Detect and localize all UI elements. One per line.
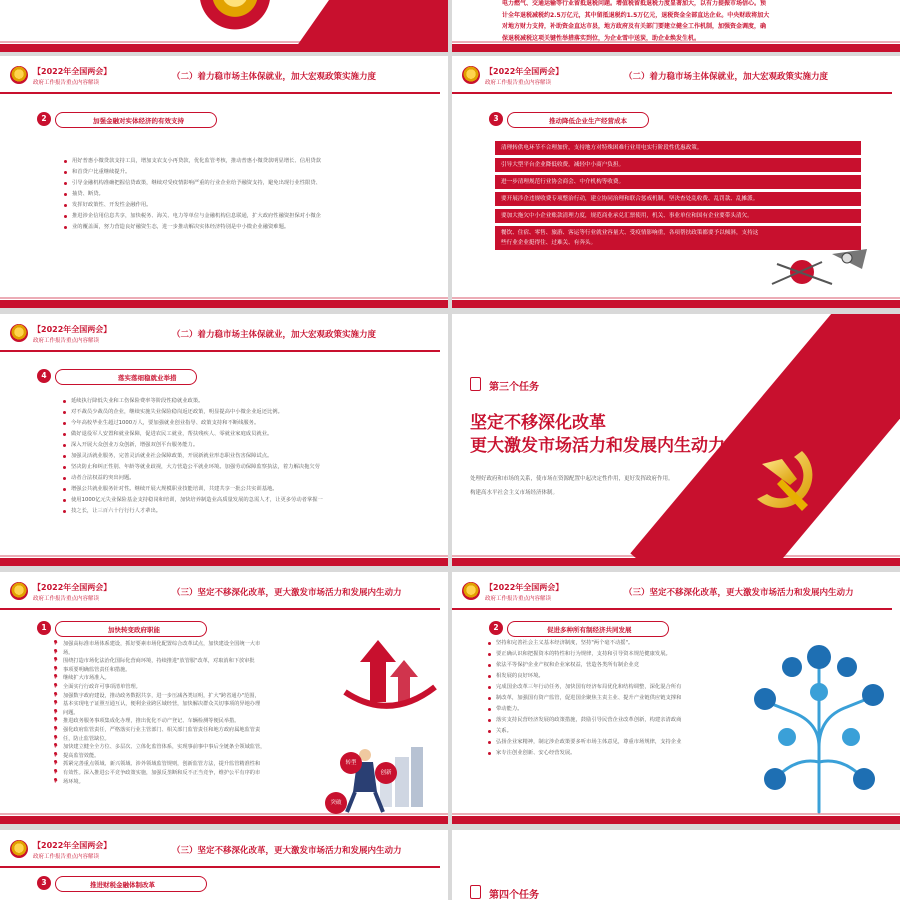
subtitle: 加强金融对实体经济的有效支持 bbox=[93, 117, 184, 125]
list-item: ✔ 加快建立健全全方位、多层次、立体化监管体系，实现事前事中事后全链条全领域监管， bbox=[54, 743, 319, 752]
tag-bubble bbox=[340, 752, 362, 774]
slide-header bbox=[0, 314, 448, 354]
checklist bbox=[54, 640, 319, 786]
list-item: 延续执行降低失业和工伤保险费率等阶段性稳就业政策。 bbox=[63, 396, 413, 407]
policy-bar: 清理转供电环节不合理加价，支持地方对特殊困难行业用电实行阶段性优惠政策。 bbox=[495, 141, 861, 155]
header-divider bbox=[0, 350, 440, 352]
slide-task-three-cover bbox=[452, 314, 900, 566]
policy-bar: 要加大拖欠中小企业账款清理力度，规范商业承兑汇票使用，机关、事业单位和国有企业要带头清欠。 bbox=[495, 209, 861, 223]
kicker-title: 第三个任务 bbox=[489, 382, 539, 393]
policy-bar: 要开展涉企违规收费专项整治行动，建立协同治理和联合惩戒机制，坚决查处乱收费、乱罚款、乱摊派。 bbox=[495, 192, 861, 206]
subtitle: 促进多种所有制经济共同发展 bbox=[547, 626, 632, 634]
slide-header bbox=[0, 56, 448, 96]
list-item: ✔ 场环境。 bbox=[54, 778, 319, 787]
list-item: 深入开展大众创业万众创新，增强双创平台服务能力。 bbox=[63, 440, 413, 451]
document-icon bbox=[470, 885, 481, 899]
header-divider bbox=[452, 92, 892, 94]
policy-bar: 引导大型平台企业降低收费，减轻中小商户负担。 bbox=[495, 158, 861, 172]
paragraph-line: 计全年退税减税约2.5万亿元，其中留抵退税约1.5万亿元，退税资金全部直达企业。中央财政将加大 bbox=[502, 11, 770, 19]
list-item: 完成国企改革三年行动任务，加快国有经济布局优化和结构调整，深化混合所有 bbox=[488, 682, 753, 693]
paragraph-line: 保退税减税这项关键性举措落实到位，为企业雪中送炭，助企业焕发生机。 bbox=[502, 34, 701, 42]
list-item: 相发展的良好环境。 bbox=[488, 671, 753, 682]
list-item: 使用1000亿元失业保险基金支持稳岗和培训，加快培养制造业高质量发展的急需人才，让更多劳动者掌握一 bbox=[63, 495, 413, 506]
slide-ownership-economy bbox=[452, 572, 900, 824]
list-item: 发挥好政策性、开发性金融作用。 bbox=[64, 200, 394, 211]
bar-line: 些行业企业挺得住、过难关、有奔头。 bbox=[501, 240, 597, 246]
list-item: 推进涉企信用信息共享，加快税务、海关、电力等单位与金融机构信息联通，扩大政府性融资担保对小微企 bbox=[64, 211, 394, 222]
national-emblem-icon bbox=[462, 66, 480, 84]
slide-header bbox=[452, 572, 900, 612]
header-divider bbox=[0, 608, 440, 610]
step-number-badge: 2 bbox=[489, 621, 503, 635]
slide-government-functions bbox=[0, 572, 448, 824]
party-emblem-icon bbox=[742, 439, 827, 524]
list-item: ✔ 强化政府监管责任，严格落实行业主管部门、相关部门监管责任和地方政府属地监管责 bbox=[54, 726, 319, 735]
paragraph-line: 电力燃气、交通运输等行业留抵退税问题。增值税留抵退税力度显著加大，以有力提振市场信心。预 bbox=[502, 0, 767, 7]
step-number-badge: 3 bbox=[489, 112, 503, 126]
slide-header bbox=[452, 56, 900, 96]
cover-title-line2: 更大激发市场活力和发展内生动力 bbox=[470, 436, 725, 456]
list-item: 引导金融机构准确把握信贷政策，继续对受疫情影响严重的行业企业给予融资支持，避免出现行业性限贷、 bbox=[64, 178, 394, 189]
list-item: 落实支持民营经济发展的政策措施，鼓励引导民营企业改革创新，构建亲清政商 bbox=[488, 715, 753, 726]
list-item: 要正确认识和把握资本的特性和行为规律，支持和引导资本规范健康发展。 bbox=[488, 649, 753, 660]
header-divider bbox=[0, 92, 440, 94]
list-item: 关系。 bbox=[488, 726, 753, 737]
list-item: 业的覆盖面，努力营造良好融资生态，进一步推动解决实体经济特别是中小微企业融资难题。 bbox=[64, 222, 394, 233]
header-subtitle: 政府工作报告重点内容解读 bbox=[485, 80, 552, 86]
header-subtitle: 政府工作报告重点内容解读 bbox=[33, 596, 100, 602]
growth-arrows-illustration-icon bbox=[340, 632, 440, 712]
header-title: 【2022年全国两会】 bbox=[33, 583, 112, 592]
list-item: ✔ 场。 bbox=[54, 649, 319, 658]
section-title: （三）坚定不移深化改革，更大激发市场活力和发展内生动力 bbox=[172, 588, 402, 598]
footer-bar bbox=[0, 816, 448, 824]
list-item: ✔ 推进政务服务事项集成化办理，推出优化不动产登记、车辆检测等便民举措。 bbox=[54, 717, 319, 726]
list-item: 弘扬企业家精神，制定涉企政策要多听市场主体意见，尊重市场规律，支持企业 bbox=[488, 737, 753, 748]
technology-tree-illustration-icon bbox=[747, 627, 892, 817]
step-number-badge: 4 bbox=[37, 369, 51, 383]
bullet-list bbox=[488, 638, 753, 759]
list-item: 今年高校毕业生超过1000万人，要加强就业创业指导、政策支持和不断线服务。 bbox=[63, 418, 413, 429]
list-item: ✔ 加强数字政府建设，推动政务数据共享，进一步压减各类证明，扩大"跨省通办"范围， bbox=[54, 692, 319, 701]
section-title: （二）着力稳市场主体保就业，加大宏观政策实施力度 bbox=[172, 72, 377, 82]
national-emblem-icon bbox=[462, 582, 480, 600]
list-item: 动者合法权益的突出问题。 bbox=[63, 473, 413, 484]
slide-top-right bbox=[452, 0, 900, 52]
national-emblem-icon bbox=[10, 324, 28, 342]
header-title: 【2022年全国两会】 bbox=[33, 67, 112, 76]
cover-desc-line2: 构建高水平社会主义市场经济体制。 bbox=[470, 490, 559, 496]
step-number-badge: 3 bbox=[37, 876, 51, 890]
step-number-badge: 2 bbox=[37, 112, 51, 126]
list-item: ✔ 基本实现电子证照互通互认，便利企业跨区域经营，加快解决群众关切事项的异地办理 bbox=[54, 700, 319, 709]
paragraph-line: 对地方财力支持，补助资金直达市县，地方政府及有关部门要建立健全工作机制，加强资金调度，确 bbox=[502, 23, 767, 30]
list-item: 加强灵活就业服务，完善灵活就业社会保障政策，开展新就业形态职业伤害保障试点。 bbox=[63, 451, 413, 462]
cover-desc-line1: 处理好政府和市场的关系，使市场在资源配置中起决定性作用，更好发挥政府作用。 bbox=[470, 476, 674, 482]
header-subtitle: 政府工作报告重点内容解读 bbox=[485, 596, 552, 602]
list-item: 家专注创业创新、安心经营发展。 bbox=[488, 748, 753, 759]
list-item: 对不裁员少裁员的企业，继续实施失业保险稳岗返还政策，明显提高中小微企业返还比例。 bbox=[63, 407, 413, 418]
subtitle: 落实落细稳就业举措 bbox=[118, 374, 177, 382]
slide-cost-reduction bbox=[452, 56, 900, 308]
list-item: ✔ 事项要明确监管责任和措施。 bbox=[54, 666, 319, 675]
slide-finance-support bbox=[0, 56, 448, 308]
tag-bubble bbox=[325, 792, 347, 814]
list-item: ✔ 加强高标准市场体系建设，抓好要素市场化配置综合改革试点，加快建设全国统一大市 bbox=[54, 640, 319, 649]
subtitle: 推进财税金融体制改革 bbox=[90, 881, 155, 889]
party-emblem-icon bbox=[200, 0, 270, 30]
policy-bar: 进一步清理规范行业协会商会、中介机构等收费。 bbox=[495, 175, 861, 189]
header-title: 【2022年全国两会】 bbox=[33, 841, 112, 850]
list-item: 用好普惠小微贷款支持工具，增加支农支小再贷款，优化监管考核，推动普惠小微贷款明显增长、信用贷款 bbox=[64, 156, 394, 167]
list-item: ✔ 抓紧完善重点领域、新兴领域、涉外领域监管规则，创新监管方法，提升监管精准性和 bbox=[54, 760, 319, 769]
list-item: 制改革，加强国有资产监管，促进国企聚焦主责主业、提升产业链供应链支撑和 bbox=[488, 693, 753, 704]
list-item: ✔ 继续扩大市场准入。 bbox=[54, 674, 319, 683]
cover-title-line1: 坚定不移深化改革 bbox=[470, 413, 606, 433]
list-item: 带动能力。 bbox=[488, 704, 753, 715]
scissors-illustration-icon bbox=[762, 244, 872, 294]
footer-bar bbox=[452, 44, 900, 52]
footer-bar bbox=[0, 44, 448, 52]
list-item: ✔ 提高监管效能。 bbox=[54, 752, 319, 761]
list-item: 依法平等保护企业产权和企业家权益，营造各类所有制企业竞 bbox=[488, 660, 753, 671]
tax-paragraph bbox=[502, 0, 892, 44]
header-subtitle: 政府工作报告重点内容解读 bbox=[33, 854, 100, 860]
section-title: （三）坚定不移深化改革，更大激发市场活力和发展内生动力 bbox=[624, 588, 854, 598]
national-emblem-icon bbox=[10, 582, 28, 600]
list-item: 增强公共就业服务针对性。继续开展大规模职业技能培训，共建共享一批公共实训基地。 bbox=[63, 484, 413, 495]
footer-bar bbox=[0, 300, 448, 308]
list-item: ✔ 有效性。深入推进公平竞争政策实施，加强反垄断和反不正当竞争，维护公平有序的市 bbox=[54, 769, 319, 778]
header-title: 【2022年全国两会】 bbox=[485, 583, 564, 592]
list-item: ✔ 围绕打造市场化法治化国际化营商环境，持续推进"放管服"改革，对取消和下放审批 bbox=[54, 657, 319, 666]
header-title: 【2022年全国两会】 bbox=[485, 67, 564, 76]
tag-label: 创新 bbox=[380, 770, 392, 776]
list-item: 技之长，让三百六十行行行人才辈出。 bbox=[63, 506, 413, 517]
slide-header bbox=[0, 572, 448, 612]
bar-line: 餐饮、住宿、零售、旅游、客运等行业就业容量大、受疫情影响重，各项帮扶政策都要予以倾斜，支持这 bbox=[501, 230, 759, 236]
list-item: ✔ 任，防止监管缺位。 bbox=[54, 735, 319, 744]
bullet-list bbox=[64, 156, 394, 233]
footer-bar bbox=[452, 816, 900, 824]
tag-bubble bbox=[375, 762, 397, 784]
document-icon bbox=[470, 377, 481, 391]
bullet-list bbox=[63, 396, 413, 517]
tag-label: 突破 bbox=[330, 800, 342, 806]
slide-fiscal-reform bbox=[0, 830, 448, 900]
footer-bar bbox=[452, 300, 900, 308]
footer-bar bbox=[0, 558, 448, 566]
header-divider bbox=[452, 608, 892, 610]
slide-header bbox=[0, 830, 448, 870]
list-item: 坚持和完善社会主义基本经济制度，坚持"两个毫不动摇"。 bbox=[488, 638, 753, 649]
list-item: ✔ 全面实行行政许可事项清单管理。 bbox=[54, 683, 319, 692]
list-item: 和首贷户比重继续提升。 bbox=[64, 167, 394, 178]
kicker-title: 第四个任务 bbox=[489, 890, 539, 900]
national-emblem-icon bbox=[10, 66, 28, 84]
header-subtitle: 政府工作报告重点内容解读 bbox=[33, 338, 100, 344]
subtitle: 推动降低企业生产经营成本 bbox=[549, 117, 627, 125]
tag-label: 转型 bbox=[345, 760, 357, 766]
slide-task-four-cover bbox=[452, 830, 900, 900]
list-item: 做好退役军人安置和就业保障，促进农民工就业，帮扶残疾人、零就业家庭成员就业。 bbox=[63, 429, 413, 440]
header-title: 【2022年全国两会】 bbox=[33, 325, 112, 334]
section-title: （三）坚定不移深化改革，更大激发市场活力和发展内生动力 bbox=[172, 846, 402, 856]
slide-employment bbox=[0, 314, 448, 566]
section-title: （二）着力稳市场主体保就业，加大宏观政策实施力度 bbox=[172, 330, 377, 340]
slide-top-left bbox=[0, 0, 448, 52]
list-item: 坚决防止和纠正性别、年龄等就业歧视，大力营造公平就业环境。加强劳动保障监察执法，着力解决拖欠劳 bbox=[63, 462, 413, 473]
header-divider bbox=[0, 866, 440, 868]
header-subtitle: 政府工作报告重点内容解读 bbox=[33, 80, 100, 86]
list-item: 抽贷、断贷。 bbox=[64, 189, 394, 200]
step-number-badge: 1 bbox=[37, 621, 51, 635]
national-emblem-icon bbox=[10, 840, 28, 858]
section-title: （二）着力稳市场主体保就业，加大宏观政策实施力度 bbox=[624, 72, 829, 82]
subtitle: 加快转变政府职能 bbox=[108, 626, 160, 634]
footer-bar bbox=[452, 558, 900, 566]
list-item: ✔ 问题。 bbox=[54, 709, 319, 718]
